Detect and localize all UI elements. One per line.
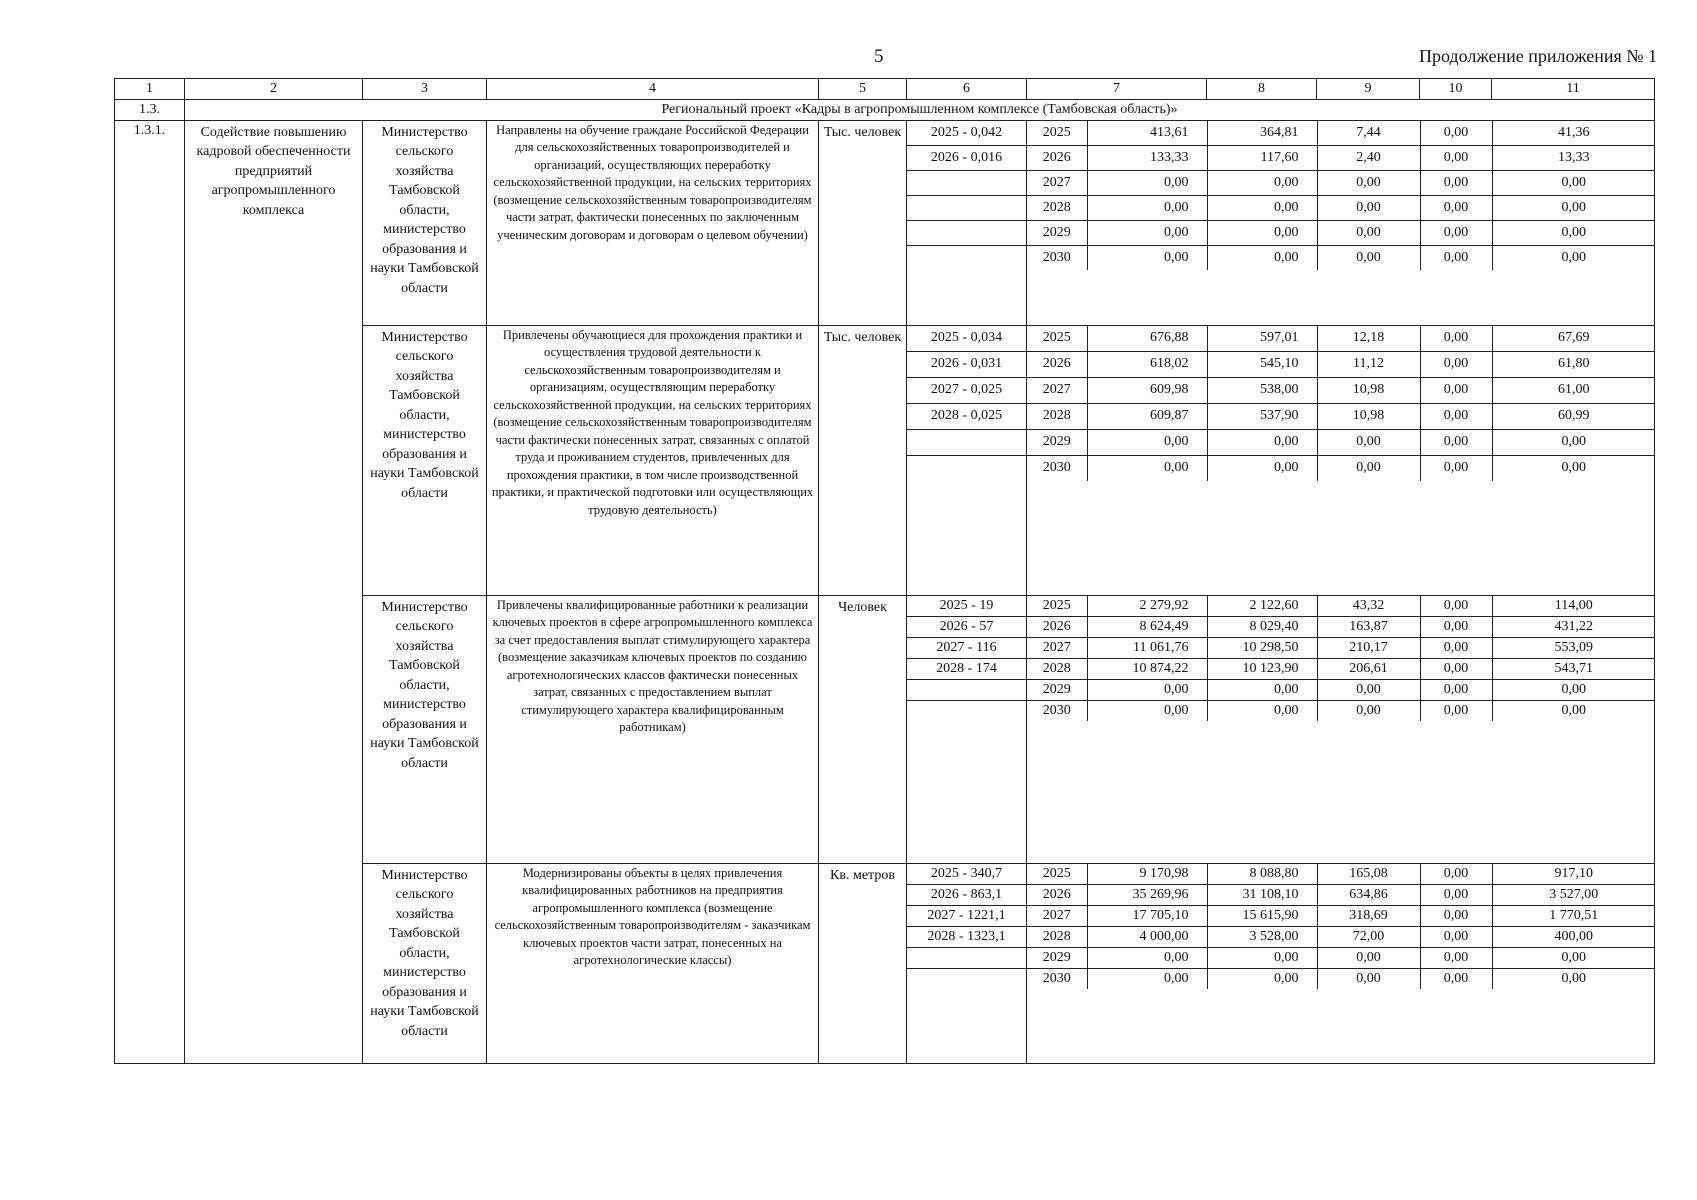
financing-cell: 2030 <box>1027 700 1087 721</box>
financing-cell: 364,81 <box>1207 121 1317 146</box>
col-header: 1 <box>115 79 185 100</box>
financing-cell: 2 279,92 <box>1087 596 1207 617</box>
financing-row <box>1027 637 1655 658</box>
financing-row <box>1027 403 1655 429</box>
financing-cell: 3 527,00 <box>1492 884 1655 905</box>
financing-cell: 0,00 <box>1087 947 1207 968</box>
financing-cell: 0,00 <box>1561 249 1586 265</box>
financing-cell: 2,40 <box>1317 145 1420 170</box>
measure-description: Привлечены квалифицированные работники к реализации ключевых проектов в сфере агропромышленного комплекса за счет предоставления выплат стимулирующего характера (возмещение заказчикам ключевых проектов по созданию агротехнологических классов фактически понесенных затрат, связанных с предоставлением выплат стимулирующего характера квалифицированным работникам) <box>487 595 819 863</box>
item-name: Содействие повышению кадровой обеспеченности предприятий агропромышленного комплекса <box>185 120 363 1063</box>
financing-cell: 0,00 <box>1317 170 1420 195</box>
financing-cell: 0,00 <box>1207 245 1317 270</box>
target-value <box>907 679 1026 700</box>
financing-row <box>1027 947 1655 968</box>
financing-cell: 61,00 <box>1492 377 1655 403</box>
target-value <box>907 700 1026 721</box>
financing-cell: 0,00 <box>1317 700 1420 721</box>
financing-cell: 1 770,51 <box>1492 905 1655 926</box>
financing-cell: 133,33 <box>1087 145 1207 170</box>
financing-cell: 0,00 <box>1087 429 1207 455</box>
financing-cell: 7,44 <box>1317 121 1420 146</box>
financing-cell: 0,00 <box>1317 429 1420 455</box>
financing-cell: 9 170,98 <box>1087 864 1207 885</box>
financing-cell: 31 108,10 <box>1207 884 1317 905</box>
financing-cell: 0,00 <box>1561 702 1586 718</box>
financing-cell: 0,00 <box>1087 679 1207 700</box>
target-value: 2028 - 1323,1 <box>907 926 1026 947</box>
financing-cell: 60,99 <box>1492 403 1655 429</box>
financing-cell: 0,00 <box>1207 195 1317 220</box>
financing-cell: 0,00 <box>1317 968 1420 989</box>
col-header: 2 <box>185 79 363 100</box>
financing-cell: 41,36 <box>1492 121 1655 146</box>
target-values <box>907 596 1026 721</box>
financing-cell: 2027 <box>1027 377 1087 403</box>
financing-cell: 10 298,50 <box>1207 637 1317 658</box>
financing-cell: 43,32 <box>1317 596 1420 617</box>
col-header: 4 <box>487 79 819 100</box>
financing-cell: 0,00 <box>1420 170 1492 195</box>
financing-cell: 400,00 <box>1492 926 1655 947</box>
financing-cell: 676,88 <box>1087 326 1207 352</box>
financing-cell: 15 615,90 <box>1207 905 1317 926</box>
target-value: 2027 - 0,025 <box>907 377 1026 403</box>
financing-cell: 61,80 <box>1492 351 1655 377</box>
financing-cell: 609,87 <box>1087 403 1207 429</box>
financing-cell: 0,00 <box>1561 460 1586 475</box>
target-column <box>907 863 1027 1063</box>
financing-row <box>1027 351 1655 377</box>
financing-cell: 0,00 <box>1420 905 1492 926</box>
target-values <box>907 326 1026 481</box>
financing-cell: 2 122,60 <box>1207 596 1317 617</box>
financing-cell: 0,00 <box>1420 616 1492 637</box>
measure-block <box>115 120 1655 325</box>
financing-cell: 2029 <box>1027 947 1087 968</box>
item-number: 1.3.1. <box>115 120 185 1063</box>
financing-row <box>1027 220 1655 245</box>
financing-cell: 0,00 <box>1207 429 1317 455</box>
target-value: 2027 - 1221,1 <box>907 905 1026 926</box>
financing-cell: 618,02 <box>1087 351 1207 377</box>
financing-row <box>1027 429 1655 455</box>
financing-cell: 11 061,76 <box>1087 637 1207 658</box>
financing-cell: 2027 <box>1027 905 1087 926</box>
financing-cell: 0,00 <box>1207 455 1317 481</box>
financing-table <box>1027 326 1655 481</box>
target-value: 2027 - 116 <box>907 637 1026 658</box>
financing-cell: 13,33 <box>1492 145 1655 170</box>
financing-cell: 413,61 <box>1087 121 1207 146</box>
financing-cell: 35 269,96 <box>1087 884 1207 905</box>
financing-cell: 10 123,90 <box>1207 658 1317 679</box>
col-header: 6 <box>907 79 1027 100</box>
program-table <box>114 78 1655 1064</box>
financing-cell: 10 874,22 <box>1087 658 1207 679</box>
financing-cell: 2025 <box>1027 121 1087 146</box>
financing-cell: 206,61 <box>1317 658 1420 679</box>
financing-cell: 0,00 <box>1420 145 1492 170</box>
financing-cell: 2028 <box>1027 926 1087 947</box>
financing-cell: 634,86 <box>1317 884 1420 905</box>
financing-cell: 597,01 <box>1207 326 1317 352</box>
financing-cell: 0,00 <box>1087 170 1207 195</box>
financing-cell: 917,10 <box>1492 864 1655 885</box>
financing-cell: 2027 <box>1027 170 1087 195</box>
financing-cell: 17 705,10 <box>1087 905 1207 926</box>
financing-row <box>1027 864 1655 885</box>
target-column <box>907 325 1027 595</box>
financing-cell: 431,22 <box>1492 616 1655 637</box>
financing-cell: 0,00 <box>1561 970 1586 986</box>
financing-cell: 0,00 <box>1317 679 1420 700</box>
target-value <box>907 170 1026 195</box>
target-column <box>907 595 1027 863</box>
target-value <box>907 968 1026 989</box>
financing-cell: 0,00 <box>1420 195 1492 220</box>
financing-cell: 0,00 <box>1207 968 1317 989</box>
financing-cell: 545,10 <box>1207 351 1317 377</box>
financing-cell: 0,00 <box>1420 637 1492 658</box>
financing-cell: 0,00 <box>1420 679 1492 700</box>
financing-column <box>1027 863 1655 1063</box>
unit-of-measure: Человек <box>819 595 907 863</box>
financing-cell: 2027 <box>1027 637 1087 658</box>
financing-cell: 0,00 <box>1420 700 1492 721</box>
financing-cell: 609,98 <box>1087 377 1207 403</box>
financing-cell: 0,00 <box>1492 170 1655 195</box>
financing-row <box>1027 377 1655 403</box>
financing-cell: 0,00 <box>1087 968 1207 989</box>
measure-description: Модернизированы объекты в целях привлечения квалифицированных работников на предприятия агропромышленного комплекса (возмещение сельскохозяйственным товаропроизводителям - заказчикам ключевых проектов части затрат, понесенных на агротехнологические классы) <box>487 863 819 1063</box>
financing-cell: 163,87 <box>1317 616 1420 637</box>
financing-row <box>1027 616 1655 637</box>
financing-column <box>1027 120 1655 325</box>
continuation-label: Продолжение приложения № 1 <box>1418 46 1657 66</box>
financing-cell: 2026 <box>1027 884 1087 905</box>
financing-cell: 0,00 <box>1207 679 1317 700</box>
financing-cell: 67,69 <box>1492 326 1655 352</box>
unit-of-measure: Кв. метров <box>819 863 907 1063</box>
financing-cell: 2025 <box>1027 596 1087 617</box>
financing-cell: 0,00 <box>1492 679 1655 700</box>
section-row <box>115 99 1655 120</box>
responsible-executor: Министерство сельского хозяйства Тамбовской области, министерство образования и науки Тамбовской области <box>363 325 487 595</box>
financing-cell: 2029 <box>1027 429 1087 455</box>
target-value: 2026 - 57 <box>907 616 1026 637</box>
financing-cell: 0,00 <box>1420 351 1492 377</box>
responsible-executor: Министерство сельского хозяйства Тамбовской области, министерство образования и науки Тамбовской области <box>363 595 487 863</box>
financing-row <box>1027 905 1655 926</box>
col-header: 8 <box>1207 79 1317 100</box>
target-value <box>907 455 1026 481</box>
financing-cell: 2026 <box>1027 616 1087 637</box>
target-value: 2025 - 340,7 <box>907 864 1026 885</box>
financing-cell: 12,18 <box>1317 326 1420 352</box>
financing-cell: 0,00 <box>1087 220 1207 245</box>
financing-row <box>1027 195 1655 220</box>
col-header: 10 <box>1420 79 1492 100</box>
financing-cell: 0,00 <box>1420 220 1492 245</box>
target-value <box>907 220 1026 245</box>
target-value <box>907 429 1026 455</box>
target-values <box>907 121 1026 270</box>
target-values <box>907 864 1026 989</box>
financing-cell: 10,98 <box>1317 377 1420 403</box>
col-header: 7 <box>1027 79 1207 100</box>
responsible-executor: Министерство сельского хозяйства Тамбовской области, министерство образования и науки Тамбовской области <box>363 863 487 1063</box>
target-value: 2026 - 0,031 <box>907 351 1026 377</box>
target-value: 2025 - 0,034 <box>907 326 1026 352</box>
financing-cell: 537,90 <box>1207 403 1317 429</box>
financing-cell: 0,00 <box>1317 220 1420 245</box>
financing-row <box>1027 968 1655 989</box>
financing-cell: 0,00 <box>1492 429 1655 455</box>
financing-cell: 0,00 <box>1420 926 1492 947</box>
financing-cell: 0,00 <box>1317 455 1420 481</box>
financing-cell: 3 528,00 <box>1207 926 1317 947</box>
financing-cell: 210,17 <box>1317 637 1420 658</box>
financing-table <box>1027 121 1655 270</box>
target-value: 2025 - 19 <box>907 596 1026 617</box>
financing-cell: 117,60 <box>1207 145 1317 170</box>
financing-row <box>1027 926 1655 947</box>
financing-cell: 0,00 <box>1420 968 1492 989</box>
financing-cell: 2029 <box>1027 679 1087 700</box>
financing-cell: 538,00 <box>1207 377 1317 403</box>
financing-cell: 0,00 <box>1492 195 1655 220</box>
financing-cell: 8 029,40 <box>1207 616 1317 637</box>
financing-cell: 0,00 <box>1420 121 1492 146</box>
financing-cell: 0,00 <box>1087 195 1207 220</box>
financing-cell: 2028 <box>1027 195 1087 220</box>
financing-cell: 2030 <box>1027 968 1087 989</box>
financing-cell: 2028 <box>1027 658 1087 679</box>
col-header: 3 <box>363 79 487 100</box>
financing-cell: 72,00 <box>1317 926 1420 947</box>
column-number-row <box>115 79 1655 100</box>
financing-cell: 0,00 <box>1317 195 1420 220</box>
financing-cell: 0,00 <box>1207 947 1317 968</box>
target-value <box>907 947 1026 968</box>
measure-description: Привлечены обучающиеся для прохождения практики и осуществления трудовой деятельности к сельскохозяйственным товаропроизводителям и организациям, осуществляющим переработку сельскохозяйственной продукции, на сельских территориях (возмещение сельскохозяйственным товаропроизводителям части фактически понесенных затрат, связанных с оплатой труда и проживанием студентов, привлеченных для прохождения практики, в том числе производственной практики, и практической подготовки или осуществляющих трудовую деятельность) <box>487 325 819 595</box>
financing-cell: 165,08 <box>1317 864 1420 885</box>
financing-cell: 0,00 <box>1420 658 1492 679</box>
financing-cell: 0,00 <box>1317 245 1420 270</box>
financing-cell: 0,00 <box>1420 245 1492 270</box>
financing-cell: 0,00 <box>1420 377 1492 403</box>
section-number: 1.3. <box>115 99 185 120</box>
financing-cell: 2026 <box>1027 351 1087 377</box>
financing-cell: 8 088,80 <box>1207 864 1317 885</box>
target-value: 2028 - 0,025 <box>907 403 1026 429</box>
financing-cell: 0,00 <box>1420 596 1492 617</box>
financing-cell: 0,00 <box>1420 864 1492 885</box>
financing-cell: 2025 <box>1027 864 1087 885</box>
unit-of-measure: Тыс. человек <box>819 120 907 325</box>
financing-cell: 0,00 <box>1420 326 1492 352</box>
target-value <box>907 195 1026 220</box>
financing-cell: 2030 <box>1027 455 1087 481</box>
financing-cell: 0,00 <box>1207 700 1317 721</box>
financing-cell: 2026 <box>1027 145 1087 170</box>
financing-row <box>1027 658 1655 679</box>
target-value <box>907 245 1026 270</box>
financing-cell: 11,12 <box>1317 351 1420 377</box>
financing-cell: 553,09 <box>1492 637 1655 658</box>
financing-cell: 0,00 <box>1492 947 1655 968</box>
financing-cell: 10,98 <box>1317 403 1420 429</box>
measure-description: Направлены на обучение граждане Российской Федерации для сельскохозяйственных товаропроизводителей и организаций, осуществляющих переработку сельскохозяйственной продукции, на сельских территориях (возмещение сельскохозяйственным товаропроизводителям части затрат, фактически понесенных по заключенным ученическим договорам и договорам о целевом обучении) <box>487 120 819 325</box>
financing-cell: 2028 <box>1027 403 1087 429</box>
target-value: 2026 - 863,1 <box>907 884 1026 905</box>
financing-row <box>1027 326 1655 352</box>
financing-cell: 543,71 <box>1492 658 1655 679</box>
financing-cell: 2025 <box>1027 326 1087 352</box>
col-header: 9 <box>1317 79 1420 100</box>
financing-cell: 0,00 <box>1420 429 1492 455</box>
financing-row <box>1027 121 1655 146</box>
target-value: 2026 - 0,016 <box>907 145 1026 170</box>
financing-table <box>1027 864 1655 989</box>
financing-cell: 8 624,49 <box>1087 616 1207 637</box>
financing-cell: 0,00 <box>1492 220 1655 245</box>
financing-row <box>1027 884 1655 905</box>
financing-row <box>1027 170 1655 195</box>
financing-cell: 0,00 <box>1087 700 1207 721</box>
financing-row <box>1027 145 1655 170</box>
financing-column <box>1027 325 1655 595</box>
financing-cell: 0,00 <box>1420 455 1492 481</box>
section-title: Региональный проект «Кадры в агропромышленном комплексе (Тамбовская область)» <box>185 99 1655 120</box>
col-header: 11 <box>1492 79 1655 100</box>
unit-of-measure: Тыс. человек <box>819 325 907 595</box>
col-header: 5 <box>819 79 907 100</box>
financing-cell: 0,00 <box>1420 947 1492 968</box>
financing-cell: 0,00 <box>1207 220 1317 245</box>
financing-row <box>1027 700 1655 721</box>
financing-column <box>1027 595 1655 863</box>
financing-cell: 0,00 <box>1420 884 1492 905</box>
financing-row <box>1027 596 1655 617</box>
financing-row <box>1027 245 1655 270</box>
target-column <box>907 120 1027 325</box>
responsible-executor: Министерство сельского хозяйства Тамбовской области, министерство образования и науки Тамбовской области <box>363 120 487 325</box>
target-value: 2025 - 0,042 <box>907 121 1026 146</box>
financing-cell: 0,00 <box>1420 403 1492 429</box>
financing-cell: 0,00 <box>1087 245 1207 270</box>
financing-cell: 0,00 <box>1207 170 1317 195</box>
financing-cell: 2029 <box>1027 220 1087 245</box>
financing-cell: 2030 <box>1027 245 1087 270</box>
financing-row <box>1027 679 1655 700</box>
target-value: 2028 - 174 <box>907 658 1026 679</box>
financing-cell: 114,00 <box>1492 596 1655 617</box>
financing-cell: 0,00 <box>1087 455 1207 481</box>
financing-table <box>1027 596 1655 721</box>
financing-cell: 318,69 <box>1317 905 1420 926</box>
page-number: 5 <box>874 46 884 67</box>
financing-row <box>1027 455 1655 481</box>
financing-cell: 0,00 <box>1317 947 1420 968</box>
financing-cell: 4 000,00 <box>1087 926 1207 947</box>
